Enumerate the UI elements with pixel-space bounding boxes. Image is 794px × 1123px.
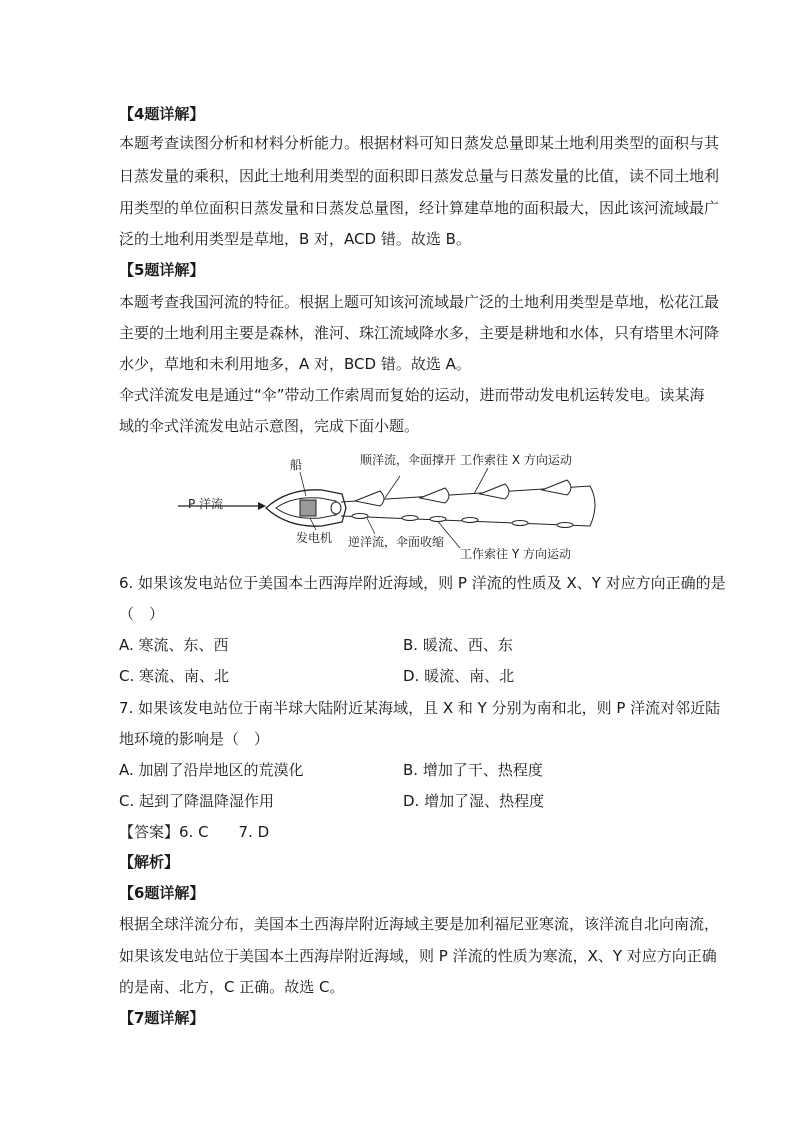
paragraph-line: 主要的土地利用主要是森林，淮河、珠江流域降水多，主要是耕地和水体，只有塔里木河降: [119, 324, 720, 342]
section-4-heading: 【4题详解】: [119, 105, 205, 123]
section-6-heading: 【6题详解】: [119, 884, 205, 902]
label-forward-current: 顺洋流，伞面撑开: [360, 453, 457, 467]
paragraph-line: 水少，草地和未利用地多，A 对，BCD 错。故选 A。: [119, 355, 471, 373]
question-7-stem-cont: 地环境的影响是（ ）: [119, 730, 270, 748]
question-6-stem-cont: （ ）: [119, 605, 165, 623]
question-6-option-a: A. 寒流、东、西: [119, 636, 229, 654]
paragraph-line: 的是南、北方，C 正确。故选 C。: [119, 978, 345, 996]
question-6-option-d: D. 暖流、南、北: [403, 667, 515, 685]
question-6-option-c: C. 寒流、南、北: [119, 667, 230, 685]
closed-umbrella-icon: [352, 514, 573, 528]
label-p-current: P 洋流: [188, 497, 224, 511]
paragraph-line: 日蒸发量的乘积，因此土地利用类型的面积即日蒸发总量与日蒸发量的比值，读不同土地利: [119, 167, 720, 185]
question-6-option-b: B. 暖流、西、东: [403, 636, 513, 654]
question-7-stem: 7. 如果该发电站位于南半球大陆附近某海域，且 X 和 Y 分别为南和北，则 P 洋流对邻近陆: [119, 699, 721, 717]
section-7-heading: 【7题详解】: [119, 1009, 205, 1027]
pulley-icon: [331, 502, 341, 514]
label-x-cable: 工作索往 X 方向运动: [460, 453, 572, 467]
question-7-option-a: A. 加剧了沿岸地区的荒漠化: [119, 761, 304, 779]
paragraph-line: 本题考查我国河流的特征。根据上题可知该河流域最广泛的土地利用类型是草地，松花江最: [119, 293, 720, 311]
analysis-heading: 【解析】: [119, 853, 180, 871]
question-7-option-c: C. 起到了降温降湿作用: [119, 792, 275, 810]
boat-icon: [266, 472, 346, 526]
paragraph-line: 本题考查读图分析和材料分析能力。根据材料可知日蒸发总量即某土地利用类型的面积与其: [119, 134, 720, 152]
label-y-cable: 工作索往 Y 方向运动: [460, 547, 571, 561]
label-boat: 船: [290, 458, 303, 472]
paragraph-line: 泛的土地利用类型是草地，B 对，ACD 错。故选 B。: [119, 230, 471, 248]
open-umbrella-icon: [355, 480, 571, 506]
ocean-current-generator-diagram: [170, 446, 610, 564]
label-generator: 发电机: [296, 531, 333, 545]
paragraph-line: 如果该发电站位于美国本土西海岸附近海域，则 P 洋流的性质为寒流，X、Y 对应方向正确: [119, 947, 717, 965]
section-5-heading: 【5题详解】: [119, 261, 205, 279]
question-6-stem: 6. 如果该发电站位于美国本土西海岸附近海域，则 P 洋流的性质及 X、Y 对应方向正确的是: [119, 574, 726, 592]
paragraph-line: 用类型的单位面积日蒸发量和日蒸发总量图，经计算建草地的面积最大，因此该河流域最广: [119, 199, 720, 217]
intro-line: 伞式洋流发电是通过“伞”带动工作索周而复始的运动，进而带动发电机运转发电。读某海: [119, 386, 705, 404]
answer-line: 【答案】6. C 7. D: [119, 823, 270, 841]
question-7-option-d: D. 增加了湿、热程度: [403, 792, 545, 810]
paragraph-line: 根据全球洋流分布，美国本土西海岸附近海域主要是加利福尼亚寒流，该洋流自北向南流，: [119, 915, 720, 933]
question-7-option-b: B. 增加了干、热程度: [403, 761, 543, 779]
intro-line: 域的伞式洋流发电站示意图，完成下面小题。: [119, 417, 420, 435]
label-reverse-current: 逆洋流，伞面收缩: [348, 535, 445, 549]
